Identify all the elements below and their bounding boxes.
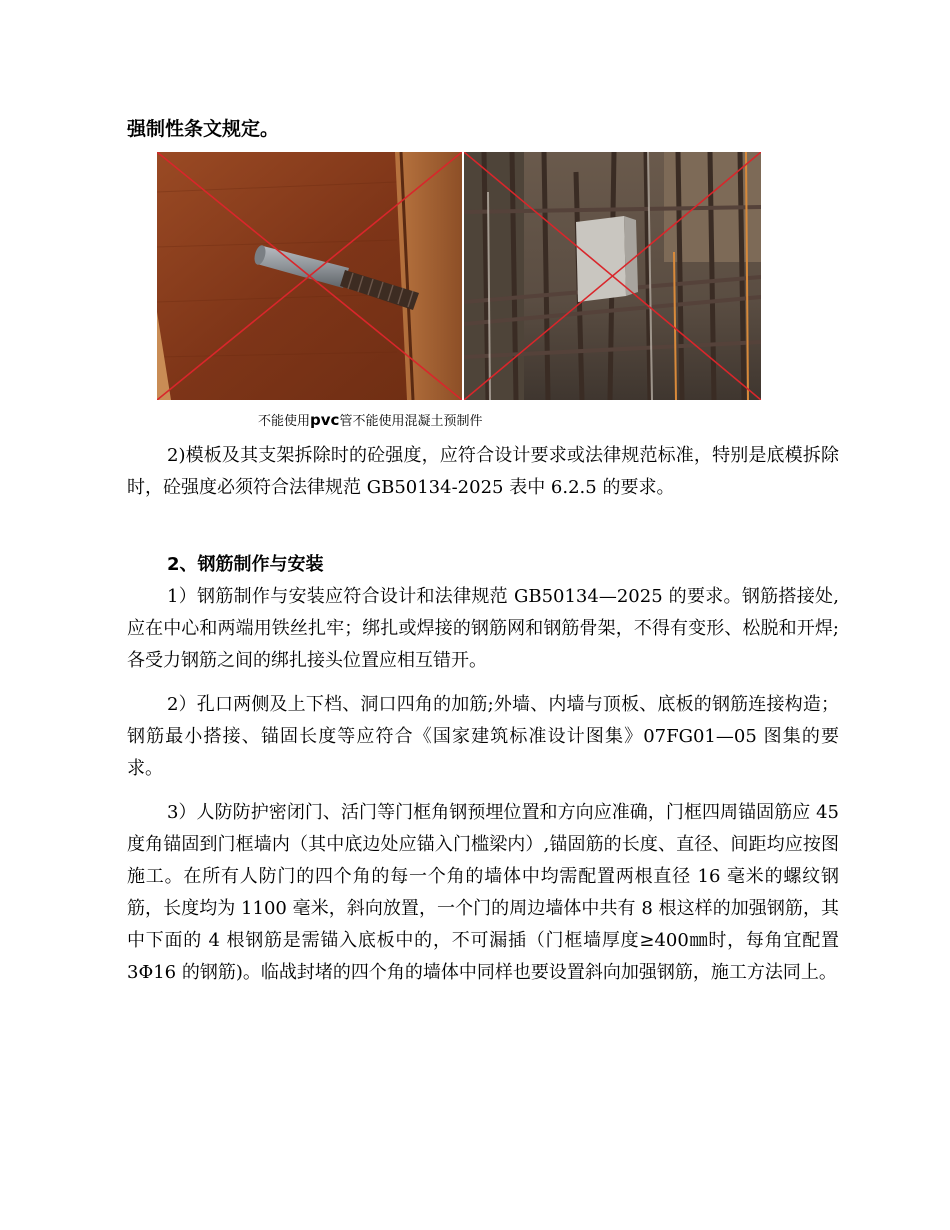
figure-caption xyxy=(258,410,482,429)
paragraph-text: 1）钢筋制作与安装应符合设计和法律规范 GB50134—2025 的要求。钢筋搭接处,应在中心和两端用铁丝扎牢；绑扎或焊接的钢筋网和钢筋骨架，不得有变形、松脱和开焊;各受力钢筋之间的绑扎接头位置应相互错开。 xyxy=(127,586,839,671)
paragraph-blast-door-anchors xyxy=(127,797,839,989)
paragraph-opening-reinforcement xyxy=(127,689,839,785)
figure xyxy=(157,152,761,400)
paragraph-rebar-installation xyxy=(127,581,839,677)
lead-text: 强制性条文规定。 xyxy=(127,118,280,140)
paragraph-text: 3）人防防护密闭门、活门等门框角钢预埋位置和方向应准确，门框四周锚固筋应 45 度角锚固到门框墙内（其中底边处应锚入门槛梁内）,锚固筋的长度、直径、间距均应按图施工。在所有人防门的四个角的每一个角的墙体中均需配置两根直径 16 毫米的螺纹钢筋，长度均为 1100 毫米，斜向放置，一个门的周边墙体中共有 8 根这样的加强钢筋，其中下面的 4 根钢筋是需锚入底板中的，不可漏插（门框墙厚度≥400㎜时，每角宜配置 3Φ16 的钢筋)。临战封堵的四个角的墙体中同样也要设置斜向加强钢筋，施工方法同上。 xyxy=(127,802,839,983)
section-heading: 2、钢筋制作与安装 xyxy=(167,554,324,575)
caption-prefix: 不能使用 xyxy=(258,414,311,429)
paragraph-text: 2)模板及其支架拆除时的砼强度，应符合设计要求或法律规范标准，特别是底模拆除时，砼强度必须符合法律规范 GB50134-2025 表中 6.2.5 的要求。 xyxy=(127,445,839,498)
caption-bold: pvc xyxy=(310,411,340,429)
photo-concrete-spacer xyxy=(464,152,761,400)
photo-pvc-sleeve xyxy=(157,152,462,400)
paragraph-formwork-removal xyxy=(127,440,839,504)
paragraph-text: 2）孔口两侧及上下档、洞口四角的加筋;外墙、内墙与顶板、底板的钢筋连接构造；钢筋最小搭接、锚固长度等应符合《国家建筑标准设计图集》07FG01—05 图集的要求。 xyxy=(127,694,839,779)
caption-suffix: 管不能使用混凝土预制件 xyxy=(339,414,483,429)
